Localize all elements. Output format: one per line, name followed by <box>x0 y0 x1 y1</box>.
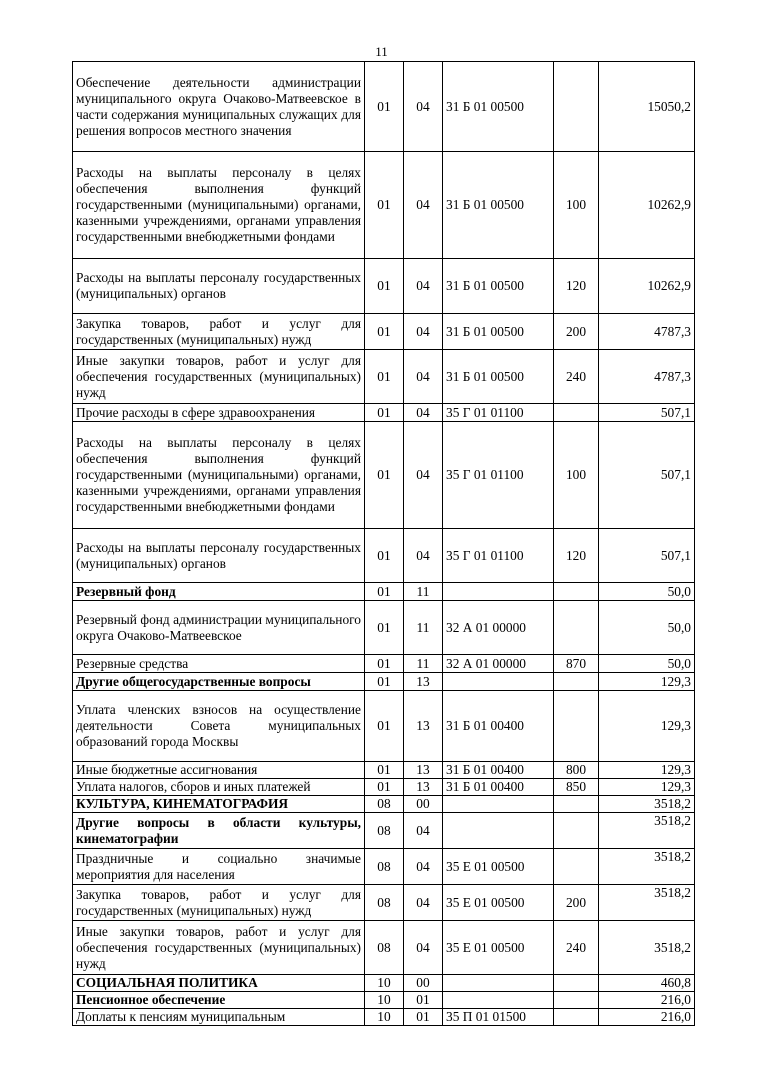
row-amount: 3518,2 <box>599 921 695 975</box>
section-code: 01 <box>365 62 404 152</box>
section-code: 08 <box>365 849 404 885</box>
target-article-code <box>443 796 554 813</box>
subsection-code: 04 <box>404 314 443 350</box>
row-description: КУЛЬТУРА, КИНЕМАТОГРАФИЯ <box>73 796 365 813</box>
expense-type-code <box>554 992 599 1009</box>
row-amount: 129,3 <box>599 673 695 691</box>
table-row <box>73 691 695 762</box>
table-row <box>73 992 695 1009</box>
section-code: 01 <box>365 350 404 404</box>
expense-type-code <box>554 404 599 422</box>
target-article-code: 32 А 01 00000 <box>443 655 554 673</box>
target-article-code <box>443 975 554 992</box>
row-description: Доплаты к пенсиям муниципальным <box>73 1009 365 1026</box>
subsection-code: 11 <box>404 583 443 601</box>
row-amount: 460,8 <box>599 975 695 992</box>
table-row <box>73 762 695 779</box>
table-row <box>73 921 695 975</box>
expense-type-code <box>554 691 599 762</box>
target-article-code: 31 Б 01 00500 <box>443 259 554 314</box>
target-article-code: 35 Е 01 00500 <box>443 885 554 921</box>
section-code: 01 <box>365 655 404 673</box>
expense-type-code: 120 <box>554 529 599 583</box>
table-row <box>73 975 695 992</box>
expense-type-code <box>554 813 599 849</box>
row-amount: 3518,2 <box>599 885 695 921</box>
expense-type-code: 200 <box>554 314 599 350</box>
expense-type-code: 240 <box>554 921 599 975</box>
section-code: 01 <box>365 259 404 314</box>
expense-type-code: 100 <box>554 152 599 259</box>
row-amount: 4787,3 <box>599 350 695 404</box>
row-amount: 507,1 <box>599 422 695 529</box>
table-row <box>73 583 695 601</box>
section-code: 08 <box>365 796 404 813</box>
subsection-code: 04 <box>404 885 443 921</box>
expense-type-code: 850 <box>554 779 599 796</box>
table-row <box>73 655 695 673</box>
subsection-code: 04 <box>404 849 443 885</box>
table-row <box>73 152 695 259</box>
subsection-code: 04 <box>404 813 443 849</box>
row-amount: 216,0 <box>599 1009 695 1026</box>
row-description: Обеспечение деятельности администрации муниципального округа Очаково-Матвеевское в части содержания муниципальных служащих для решения вопросов местного значения <box>73 62 365 152</box>
expense-type-code <box>554 796 599 813</box>
section-code: 01 <box>365 762 404 779</box>
target-article-code: 31 Б 01 00400 <box>443 762 554 779</box>
expense-type-code <box>554 601 599 655</box>
target-article-code: 35 Г 01 01100 <box>443 422 554 529</box>
subsection-code: 01 <box>404 1009 443 1026</box>
target-article-code <box>443 813 554 849</box>
row-description: Резервный фонд администрации муниципального округа Очаково-Матвеевское <box>73 601 365 655</box>
row-description: СОЦИАЛЬНАЯ ПОЛИТИКА <box>73 975 365 992</box>
expense-type-code <box>554 1009 599 1026</box>
subsection-code: 01 <box>404 992 443 1009</box>
table-row <box>73 673 695 691</box>
target-article-code: 35 П 01 01500 <box>443 1009 554 1026</box>
subsection-code: 04 <box>404 404 443 422</box>
section-code: 01 <box>365 779 404 796</box>
expense-type-code <box>554 583 599 601</box>
row-description: Закупка товаров, работ и услуг для государственных (муниципальных) нужд <box>73 314 365 350</box>
target-article-code: 31 Б 01 00400 <box>443 691 554 762</box>
row-description: Другие общегосударственные вопросы <box>73 673 365 691</box>
table-row <box>73 601 695 655</box>
expense-type-code: 200 <box>554 885 599 921</box>
budget-table-body <box>73 62 695 1026</box>
expense-type-code: 120 <box>554 259 599 314</box>
subsection-code: 13 <box>404 673 443 691</box>
row-amount: 4787,3 <box>599 314 695 350</box>
row-amount: 15050,2 <box>599 62 695 152</box>
row-amount: 129,3 <box>599 691 695 762</box>
row-description: Прочие расходы в сфере здравоохранения <box>73 404 365 422</box>
row-amount: 216,0 <box>599 992 695 1009</box>
row-description: Закупка товаров, работ и услуг для государственных (муниципальных) нужд <box>73 885 365 921</box>
row-amount: 50,0 <box>599 655 695 673</box>
expense-type-code <box>554 62 599 152</box>
table-row <box>73 314 695 350</box>
page-number: 11 <box>375 44 388 59</box>
target-article-code: 35 Е 01 00500 <box>443 921 554 975</box>
budget-table <box>72 61 695 1026</box>
subsection-code: 04 <box>404 259 443 314</box>
table-row <box>73 813 695 849</box>
section-code: 08 <box>365 885 404 921</box>
row-amount: 10262,9 <box>599 152 695 259</box>
table-row <box>73 885 695 921</box>
row-amount: 507,1 <box>599 529 695 583</box>
section-code: 01 <box>365 601 404 655</box>
section-code: 01 <box>365 314 404 350</box>
section-code: 01 <box>365 422 404 529</box>
subsection-code: 11 <box>404 601 443 655</box>
section-code: 01 <box>365 152 404 259</box>
table-row <box>73 350 695 404</box>
table-row <box>73 529 695 583</box>
row-amount: 10262,9 <box>599 259 695 314</box>
subsection-code: 04 <box>404 422 443 529</box>
subsection-code: 11 <box>404 655 443 673</box>
subsection-code: 04 <box>404 152 443 259</box>
subsection-code: 04 <box>404 921 443 975</box>
subsection-code: 00 <box>404 796 443 813</box>
section-code: 01 <box>365 404 404 422</box>
table-row <box>73 849 695 885</box>
subsection-code: 13 <box>404 691 443 762</box>
subsection-code: 04 <box>404 529 443 583</box>
row-description: Уплата налогов, сборов и иных платежей <box>73 779 365 796</box>
row-description: Резервный фонд <box>73 583 365 601</box>
target-article-code: 31 Б 01 00500 <box>443 152 554 259</box>
expense-type-code: 100 <box>554 422 599 529</box>
row-description: Расходы на выплаты персоналу в целях обеспечения выполнения функций государственными (муниципальными) органами, казенными учреждениями, органами управления государственными внебюджетными фондами <box>73 422 365 529</box>
row-description: Пенсионное обеспечение <box>73 992 365 1009</box>
target-article-code: 31 Б 01 00500 <box>443 62 554 152</box>
section-code: 01 <box>365 529 404 583</box>
target-article-code: 35 Г 01 01100 <box>443 529 554 583</box>
row-description: Праздничные и социально значимые мероприятия для населения <box>73 849 365 885</box>
target-article-code: 31 Б 01 00400 <box>443 779 554 796</box>
subsection-code: 04 <box>404 350 443 404</box>
target-article-code <box>443 583 554 601</box>
subsection-code: 04 <box>404 62 443 152</box>
subsection-code: 00 <box>404 975 443 992</box>
target-article-code: 32 А 01 00000 <box>443 601 554 655</box>
section-code: 10 <box>365 975 404 992</box>
expense-type-code: 240 <box>554 350 599 404</box>
row-amount: 50,0 <box>599 583 695 601</box>
row-amount: 129,3 <box>599 779 695 796</box>
row-description: Расходы на выплаты персоналу в целях обеспечения выполнения функций государственными (муниципальными) органами, казенными учреждениями, органами управления государственными внебюджетными фондами <box>73 152 365 259</box>
row-description: Расходы на выплаты персоналу государственных (муниципальных) органов <box>73 529 365 583</box>
row-description: Иные закупки товаров, работ и услуг для обеспечения государственных (муниципальных) нужд <box>73 921 365 975</box>
subsection-code: 13 <box>404 779 443 796</box>
section-code: 10 <box>365 1009 404 1026</box>
expense-type-code: 800 <box>554 762 599 779</box>
target-article-code: 31 Б 01 00500 <box>443 314 554 350</box>
row-description: Иные закупки товаров, работ и услуг для обеспечения государственных (муниципальных) нужд <box>73 350 365 404</box>
target-article-code: 35 Г 01 01100 <box>443 404 554 422</box>
row-description: Другие вопросы в области культуры, кинематографии <box>73 813 365 849</box>
section-code: 10 <box>365 992 404 1009</box>
row-amount: 50,0 <box>599 601 695 655</box>
expense-type-code <box>554 975 599 992</box>
table-row <box>73 779 695 796</box>
target-article-code <box>443 673 554 691</box>
row-amount: 3518,2 <box>599 813 695 849</box>
table-row <box>73 796 695 813</box>
subsection-code: 13 <box>404 762 443 779</box>
expense-type-code <box>554 673 599 691</box>
table-row <box>73 259 695 314</box>
expense-type-code: 870 <box>554 655 599 673</box>
row-amount: 129,3 <box>599 762 695 779</box>
row-description: Резервные средства <box>73 655 365 673</box>
table-row <box>73 62 695 152</box>
expense-type-code <box>554 849 599 885</box>
section-code: 08 <box>365 921 404 975</box>
section-code: 08 <box>365 813 404 849</box>
section-code: 01 <box>365 673 404 691</box>
target-article-code <box>443 992 554 1009</box>
target-article-code: 35 Е 01 00500 <box>443 849 554 885</box>
row-description: Уплата членских взносов на осуществление деятельности Совета муниципальных образований города Москвы <box>73 691 365 762</box>
section-code: 01 <box>365 691 404 762</box>
row-description: Иные бюджетные ассигнования <box>73 762 365 779</box>
row-amount: 3518,2 <box>599 796 695 813</box>
section-code: 01 <box>365 583 404 601</box>
target-article-code: 31 Б 01 00500 <box>443 350 554 404</box>
table-row <box>73 422 695 529</box>
row-amount: 507,1 <box>599 404 695 422</box>
table-row <box>73 404 695 422</box>
table-row <box>73 1009 695 1026</box>
row-amount: 3518,2 <box>599 849 695 885</box>
row-description: Расходы на выплаты персоналу государственных (муниципальных) органов <box>73 259 365 314</box>
